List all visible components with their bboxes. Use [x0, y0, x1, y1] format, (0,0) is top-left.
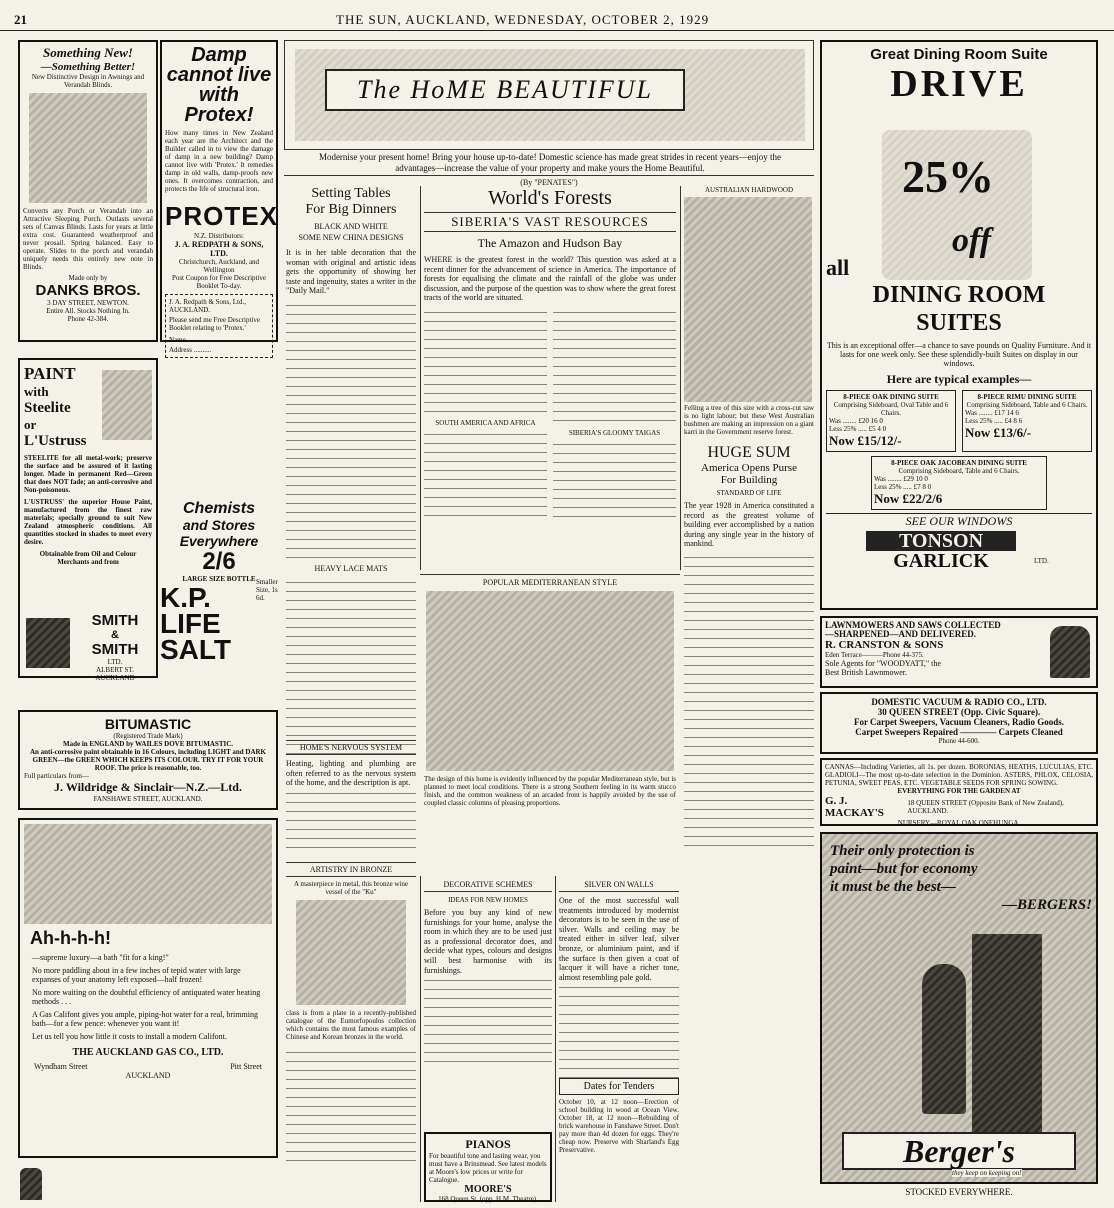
tonson-brand2: GARLICK — [893, 550, 989, 572]
cranston-l3: R. CRANSTON & SONS — [825, 639, 944, 651]
s3-desc: Comprising Sideboard, Table and 6 Chairs. — [898, 467, 1020, 475]
mackay-body: CANNAS—Including Varieties, all 1s. per dozen. BORONIAS, HEATHS, LUCULIAS, ETC. GLADIOLI—The most up-to-date selection in the Dominion. ASTERS, PHLOX, CELOSIA, PETUNIA, SWEET PEAS, ETC. VEGETABLE SEEDS FOR SPRING SOWING. — [825, 763, 1093, 787]
bergers-stocked: STOCKED EVERYWHERE. — [905, 1187, 1013, 1197]
bergers-slogan3: it must be the best— — [830, 879, 956, 895]
gas-p3: No more waiting on the doubtful efficiency of antiquated water heating methods . . . — [32, 988, 261, 1006]
bitumastic-title: BITUMASTIC — [104, 716, 192, 732]
pianos-body: For beautiful tone and lasting wear, you must have a Brinsmead. See latest models at Moore's low prices or write for Catalogue. — [429, 1152, 547, 1184]
silver-lead: One of the most successful wall treatments introduced by modernist decorators is to be seen in the use of silver. Walls and ceiling may be treated either in silver leaf, silver bronze, or aluminium paint, and if the surface is then given a coat of lacquer it will have a richer tone, almost resembling pale gold. — [559, 896, 679, 982]
s1-now: Now £15/12/- — [829, 433, 902, 448]
suite-offer-1 — [826, 390, 956, 452]
tenders-body: October 10, at 12 noon—Erection of school building in wood at Ocean View. October 18, at 12 noon—Rebuilding of brick warehouse in Fanshawe Street. Don't pay more than 4d dozen for eggs. They're cheap now. Preserve with Sharland's Egg Preservative. — [559, 1098, 679, 1154]
vacuum-l5: Phone 44-600. — [938, 737, 980, 745]
forests-article — [424, 186, 676, 570]
kp-size: LARGE SIZE BOTTLE — [182, 575, 256, 583]
bitumastic-ad — [18, 710, 278, 810]
moores-pianos-ad — [424, 1132, 552, 1202]
tower-illustration — [972, 934, 1042, 1134]
kp-brand1: K.P. — [160, 582, 211, 613]
s3-was: Was ........ £29 10 0 — [874, 475, 928, 483]
pianos-addr: 168 Queen St. (opp. H.M. Theatre). — [438, 1195, 538, 1203]
nervous-lead: Heating, lighting and plumbing are often referred to as the nervous system of the home, and the description is apt. — [286, 759, 416, 788]
bitumastic-line1: Made in ENGLAND by WAILES DOVE BITUMASTIC. — [62, 740, 234, 748]
tonson-all: all — [826, 255, 850, 280]
tables-title2: For Big Dinners — [305, 202, 397, 217]
forests-sub2: The Amazon and Hudson Bay — [477, 236, 623, 250]
bergers-slogan1: Their only protection is — [830, 843, 975, 859]
mackay-ad — [820, 758, 1098, 826]
tonson-garlick-ad — [820, 40, 1098, 610]
paint-ltd: LTD. — [107, 658, 123, 666]
forests-lead: WHERE is the greatest forest in the world? This question was asked at a recent dinner for the advancement of science in America. The importance of forests for equalising the climate and the rainfall of the globe was under discussion, and the purpose of the question was to show where the great forest tracts of the world are situated. — [424, 255, 676, 303]
tables-article — [286, 186, 416, 736]
page-number: 21 — [14, 12, 27, 27]
huge-sum-sub2: For Building — [720, 474, 778, 486]
nervous-title: HOME'S NERVOUS SYSTEM — [286, 740, 416, 755]
bitumastic-firm: J. Wildridge & Sinclair—N.Z.—Ltd. — [54, 780, 242, 794]
danks-address: 3 DAY STREET, NEWTON. — [47, 299, 129, 307]
bitumastic-tm: (Registered Trade Mark) — [113, 732, 183, 740]
vacuum-l3: For Carpet Sweepers, Vacuum Cleaners, Radio Goods. — [853, 717, 1065, 727]
bronze-caption-top: A masterpiece in metal, this bronze wine vessel of the "Ku" — [293, 880, 409, 896]
decorative-title: DECORATIVE SCHEMES — [424, 880, 552, 892]
protex-dist-label: N.Z. Distributors: — [194, 232, 244, 240]
danks-phone: Phone 42-384. — [67, 315, 109, 323]
forests-col1-text-2 — [424, 429, 547, 519]
decorative-sub: IDEAS FOR NEW HOMES — [448, 896, 528, 904]
bitumastic-line2: An anti-corrosive paint obtainable in 16 Colours, including LIGHT and DARK GREEN—the GREEN WHICH KEEPS ITS COLOUR. TRY IT FOR YOUR ROOF. The price is reasonable, too. — [29, 748, 267, 772]
tonson-offer-graphic — [882, 130, 1032, 300]
s1-desc: Comprising Sideboard, Oval Table and 6 Chairs. — [833, 401, 949, 417]
silver-article — [559, 880, 679, 1070]
suite-offer-3 — [871, 456, 1047, 510]
hardwood-article — [684, 186, 814, 876]
s1-was: Was ........ £20 16 0 — [829, 417, 883, 425]
kp-brand2: LIFE — [160, 608, 221, 639]
vacuum-l2: 30 QUEEN STREET (Opp. Civic Square). — [877, 707, 1041, 717]
forests-title: World's Forests — [488, 187, 612, 209]
danks-note: Made only by — [68, 274, 108, 282]
tonson-top: Great Dining Room Suite — [870, 46, 1048, 63]
coupon-text: Please send me Free Descriptive Booklet relating to 'Protex.' — [169, 316, 260, 332]
paint-l5: L'Ustruss — [24, 433, 87, 449]
pianos-title: PIANOS — [465, 1137, 511, 1151]
bath-illustration — [24, 824, 272, 924]
cranston-ad — [820, 616, 1098, 688]
cranston-l1: LAWNMOWERS AND SAWS COLLECTED — [825, 620, 1001, 630]
decorative-lead: Before you buy any kind of new furnishings for your home, analyse the room in which they are to be used just as a professional decorator does, and decide what types, colours and designs will best harmonise with its furnishings. — [424, 908, 552, 975]
protex-ad — [160, 40, 278, 354]
tables-body-text-2 — [286, 577, 416, 757]
s2-now: Now £13/6/- — [965, 425, 1032, 440]
tonson-brand1: TONSON — [866, 531, 1016, 551]
mackay-body2: EVERYTHING FOR THE GARDEN AT — [897, 787, 1021, 795]
tonson-drive: DRIVE — [890, 63, 1028, 105]
bronze-title: ARTISTRY IN BRONZE — [286, 862, 416, 877]
tables-body-text — [286, 300, 416, 560]
danks-headline: Something New! — [43, 45, 133, 60]
gas-p4: A Gas Califont gives you ample, piping-hot water for a real, brimming bath—for a few pence: whenever you want it! — [32, 1010, 258, 1028]
corner-ornament — [20, 1168, 42, 1200]
s3-less: Less 25% ..... £7 8 0 — [874, 483, 932, 491]
tonson-pct: 25% — [902, 151, 994, 202]
paint-tin-illustration — [26, 618, 70, 668]
s3-now: Now £22/2/6 — [874, 491, 943, 506]
byline: (By "PENATES") — [520, 178, 578, 187]
home-beautiful-banner — [284, 40, 814, 150]
bitumastic-line3: Full particulars from— — [24, 772, 89, 780]
lawnmower-illustration — [1050, 626, 1090, 678]
paint-brush-illustration — [102, 370, 152, 440]
coupon-name-label: Name — [169, 336, 186, 344]
protex-body: How many times in New Zealand each year are the Architect and the Builder called in to view the damage of damp in a new building? Damp cannot live with 'Protex.' It remedies damp in old walls, damp-proofs new ones. It overcomes contraction, and protects the life of structural iron. — [165, 129, 273, 193]
protex-distributors: J. A. REDPATH & SONS, LTD. — [174, 240, 264, 258]
forests-crosshead1: SOUTH AMERICA AND AFRICA — [435, 418, 536, 427]
decorative-body-text — [424, 975, 552, 1067]
huge-sum-sub1: America Opens Purse — [701, 462, 797, 474]
protex-coupon-note: Post Coupon for Free Descriptive Booklet To-day. — [171, 274, 267, 290]
gas-p2: No more paddling about in a few inches of tepid water with large expanses of your anatomy left exposed—half frozen! — [32, 966, 241, 984]
s2-title: 8-PIECE RIMU DINING SUITE — [977, 393, 1077, 401]
bergers-slogan4: —BERGERS! — [1001, 897, 1092, 913]
paint-l1: PAINT — [24, 364, 76, 383]
smith-paint-ad — [18, 358, 158, 682]
bergers-brand: Berger's — [842, 1132, 1076, 1170]
danks-headline2: —Something Better! — [40, 61, 136, 73]
tonson-body: This is an exceptional offer—a chance to save pounds on Quality Furniture. And it lasts for one week only. See these splendidly-built Suites on display in our windows. — [826, 341, 1092, 368]
gas-title: Ah-h-h-h! — [30, 928, 111, 948]
paint-firm3: SMITH — [91, 641, 139, 658]
gas-street1: Wyndham Street — [34, 1062, 88, 1071]
tenders-title: Dates for Tenders — [559, 1078, 679, 1095]
s2-was: Was ........ £17 14 6 — [965, 409, 1019, 417]
paint-l3: Steelite — [24, 400, 71, 416]
danks-body: Converts any Porch or Verandah into an Attractive Sleeping Porch. Outlasts several sets of Canvas Blinds. Lasts for years at little extra cost. Guaranteed weatherproof and never prosail. Spring balanced. Easy to operate. Slides to the porch and verandah uniquely needs this entirely new note in Blinds. — [23, 207, 153, 271]
painter-figure — [922, 964, 966, 1114]
bitumastic-address: FANSHAWE STREET, AUCKLAND. — [93, 795, 203, 803]
cranston-l5: Sole Agents for "WOODYATT," the — [825, 659, 941, 668]
tables-crosshead: HEAVY LACE MATS — [314, 563, 388, 573]
bronze-caption-bottom: class is from a plate in a recently-published catalogue of the Eumorfopoulos collection which contains the most famous examples of Chinese and Korean bronzes in the world. — [286, 1009, 416, 1041]
tables-lead: It is in her table decoration that the woman with original and artistic ideas gets the opportunity of showing her taste and ingenuity, states a writer in the "Daily Mail." — [286, 248, 416, 296]
mediterranean-article — [420, 574, 680, 874]
nervous-article — [286, 740, 416, 860]
s2-less: Less 25% ..... £4 8 6 — [965, 417, 1023, 425]
silver-body-text — [559, 982, 679, 1078]
tenders-article — [559, 1078, 679, 1202]
mediterranean-caption: The design of this home is evidently influenced by the popular Mediterranean style, but is planned to meet local conditions. There is a strong Southern feeling in its warm stucco finish, and the common weakness of an arcaded front is happily avoided by the use of coupled classic columns of pleasing proportions. — [424, 775, 676, 807]
tonson-windows: SEE OUR WINDOWS — [826, 513, 1092, 529]
protex-brand: PROTEX — [165, 201, 278, 231]
hardwood-title: AUSTRALIAN HARDWOOD — [704, 186, 794, 194]
s1-title: 8-PIECE OAK DINING SUITE — [843, 393, 939, 401]
cranston-l6: Best British Lawnmower. — [825, 668, 907, 677]
bergers-slogan2: paint—but for economy — [830, 861, 978, 877]
kp-l1: Chemists — [182, 500, 256, 517]
tonson-dining: DINING ROOM — [872, 282, 1046, 308]
paint-l4: or — [24, 417, 37, 432]
masthead-bar — [0, 0, 1114, 31]
cranston-l4: Eden Terrace———Phone 44-375. — [825, 651, 924, 659]
nervous-body-text — [286, 788, 416, 848]
kp-price: 2/6 — [202, 548, 236, 575]
bronze-body-text — [286, 1047, 416, 1167]
coupon-city: AUCKLAND. — [169, 306, 211, 314]
tables-sub1: BLACK AND WHITE — [314, 222, 388, 231]
vacuum-ad — [820, 692, 1098, 754]
vacuum-l4: Carpet Sweepers Repaired ———— Carpets Cleaned — [855, 727, 1063, 737]
gas-firm: THE AUCKLAND GAS CO., LTD. — [72, 1047, 224, 1058]
huge-sum-body-text — [684, 552, 814, 852]
mackay-nursery: NURSERY—ROYAL OAK ONEHUNGA. — [897, 819, 1021, 827]
protex-coupon: J. A. Redpath & Sons, Ltd., AUCKLAND. Please send me Free Descriptive Booklet relating to 'Protex.' Name ............ Address .......... — [165, 294, 273, 358]
paint-addr1: ALBERT ST. — [96, 666, 134, 674]
gas-city: AUCKLAND — [125, 1071, 171, 1080]
bergers-ad — [820, 832, 1098, 1184]
tonson-ltd: LTD. — [1034, 557, 1049, 565]
protex-headline: Damp cannot live with Protex! — [166, 44, 272, 126]
mackay-addr: 18 QUEEN STREET (Opposite Bank of New Zealand), AUCKLAND. — [907, 799, 1064, 815]
s3-title: 8-PIECE OAK JACOBEAN DINING SUITE — [891, 459, 1027, 467]
mackay-firm: G. J. MACKAY'S — [825, 795, 884, 819]
danks-address2: Entire All. Stocks Nothing In. — [46, 307, 130, 315]
gas-p1: —supreme luxury—a bath "fit for a king!" — [32, 953, 169, 962]
forests-sub1: SIBERIA'S VAST RESOURCES — [424, 212, 676, 232]
danks-sub: New Distinctive Design in Awnings and Verandah Blinds. — [31, 73, 145, 89]
coupon-address-label: Address — [169, 346, 192, 354]
s1-less: Less 25% ..... £5 4 0 — [829, 425, 887, 433]
huge-sum-lead: The year 1928 in America constituted a record as the greatest volume of building ever accomplished by a nation during any single year in the history of mankind. — [684, 501, 814, 549]
forests-col2-text — [553, 307, 676, 427]
tables-sub2: SOME NEW CHINA DESIGNS — [298, 233, 404, 242]
kp-brand3: SALT — [160, 634, 232, 665]
bronze-article — [286, 862, 416, 1202]
tonson-off: off — [952, 222, 992, 259]
home-beautiful-intro: Modernise your present home! Bring your house up-to-date! Domestic science has made great strides in recent years—enjoy the advantages—increase the value of your property and make yours the Home Beautiful. — [318, 152, 782, 173]
paint-body3: Obtainable from Oil and Colour Merchants and from — [39, 550, 137, 566]
masthead: THE SUN, AUCKLAND, WEDNESDAY, OCTOBER 2, 1929 — [336, 12, 710, 27]
paint-l2: with — [24, 384, 49, 399]
paint-body2: L'USTRUSS' the superior House Paint, manufactured from the finest raw materials; specially ground to suit New Zealand atmospheric conditions. All quantities stocked in shades to meet every desire. — [24, 498, 152, 546]
decorative-article — [424, 880, 552, 1080]
huge-sum-sub3: STANDARD OF LIFE — [716, 489, 782, 497]
protex-cities: Christchurch, Auckland, and Wellington — [178, 258, 260, 274]
paint-body1: STEELITE for all metal-work; preserve the surface and be assured of it lasting longer. Made in permanent Red—Green that does NOT fade; an anti-corrosive and Non-poisonous. — [24, 454, 152, 494]
forests-crosshead2: SIBERIA'S GLOOMY TAIGAS — [568, 428, 661, 437]
suite-offer-2 — [962, 390, 1092, 452]
forests-col2-text-2 — [553, 439, 676, 519]
gas-p5: Let us tell you how little it costs to install a modern Califont. — [32, 1032, 227, 1041]
tables-title1: Setting Tables — [311, 186, 391, 201]
coupon-to: J. A. Redpath & Sons, Ltd., — [169, 298, 247, 306]
kp-l2: and Stores — [182, 517, 256, 533]
banner-title: The HoME BEAUTIFUL — [325, 69, 685, 111]
bergers-slogan — [830, 842, 1092, 914]
kp-smaller: Smaller Size, 1s 6d. — [256, 578, 278, 602]
bergers-tag: they keep on keeping on! — [952, 1169, 1022, 1177]
cranston-l2: —SHARPENED—AND DELIVERED. — [825, 629, 977, 639]
porch-illustration — [29, 93, 147, 203]
paint-firm2: & — [111, 629, 119, 641]
gas-co-ad — [18, 818, 278, 1158]
s2-desc: Comprising Sideboard, Table and 6 Chairs. — [966, 401, 1088, 409]
tonson-suites: SUITES — [916, 310, 1002, 336]
paint-addr2: AUCKLAND — [95, 674, 135, 682]
mediterranean-house-photo — [426, 591, 674, 771]
gas-street2: Pitt Street — [230, 1062, 262, 1071]
silver-title: SILVER ON WALLS — [559, 880, 679, 892]
danks-name: DANKS BROS. — [35, 282, 141, 299]
vacuum-l1: DOMESTIC VACUUM & RADIO CO., LTD. — [871, 697, 1047, 707]
tonson-typical: Here are typical examples— — [886, 372, 1032, 386]
danks-ad — [18, 40, 158, 342]
forests-col1-text — [424, 307, 547, 417]
huge-sum-title: HUGE SUM — [707, 444, 791, 461]
hardwood-caption: Felling a tree of this size with a cross-cut saw is no light labour; but these West Australian bushmen are making an impression on a giant karri in the Government reserve forest. — [684, 404, 814, 436]
bronze-vessel-photo — [296, 900, 406, 1005]
pianos-firm: MOORE'S — [464, 1184, 512, 1195]
paint-firm1: SMITH — [91, 612, 139, 629]
hardwood-photo — [684, 197, 812, 402]
kp-life-salt-ad — [160, 500, 278, 678]
kp-l3: Everywhere — [179, 533, 259, 549]
mediterranean-title: POPULAR MEDITERRANEAN STYLE — [482, 578, 618, 587]
